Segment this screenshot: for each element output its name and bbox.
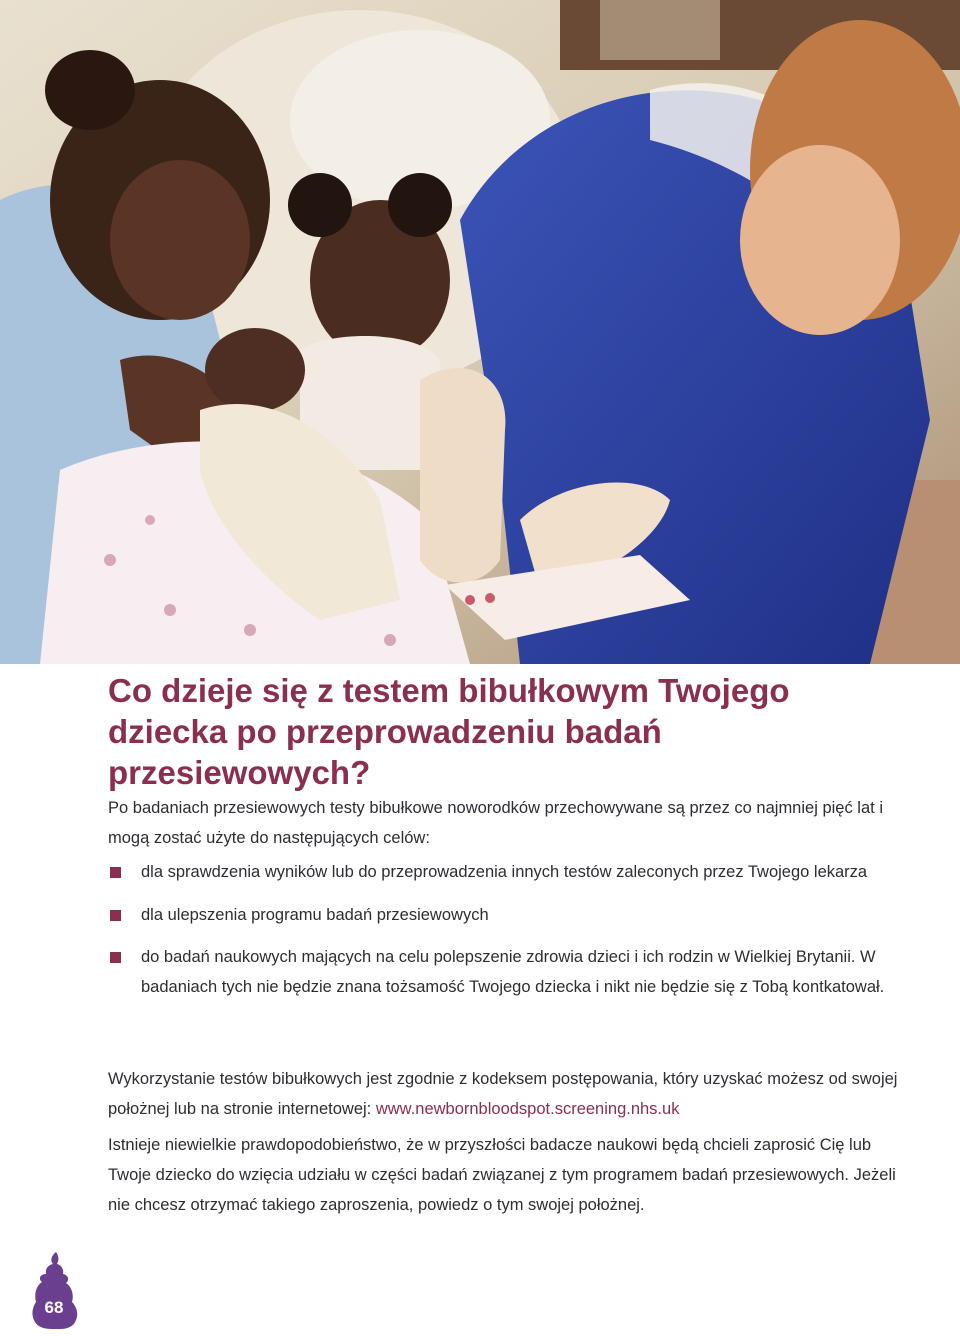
baby-silhouette-icon xyxy=(26,1250,82,1330)
list-item-text: dla ulepszenia programu badań przesiewowych xyxy=(141,906,489,924)
list-item xyxy=(108,942,908,1002)
bullet-square-icon xyxy=(110,910,121,921)
list-item-text: do badań naukowych mających na celu polepszenie zdrowia dzieci i ich rodzin w Wielkiej Brytanii. W badaniach tych nie będzie znana tożsamość Twojego dziecka i nikt nie będzie się z Tobą kontkatował. xyxy=(141,948,885,996)
hero-photo xyxy=(0,0,960,664)
purpose-list xyxy=(108,857,908,1002)
list-item xyxy=(108,857,908,887)
list-item xyxy=(108,900,908,930)
code-of-practice-paragraph xyxy=(108,1064,898,1124)
bullet-square-icon xyxy=(110,952,121,963)
section-heading: Co dzieje się z testem bibułkowym Twojego dziecka po przeprowadzeniu badań przesiewowych? xyxy=(108,672,790,791)
photo-illustration xyxy=(0,0,960,664)
invitation-paragraph: Istnieje niewielkie prawdopodobieństwo, że w przyszłości badacze naukowi będą chcieli zaprosić Cię lub Twoje dziecko do wzięcia udziału w części badań związanej z tym programem badań przesiewowych. Jeżeli nie chcesz otrzymać takiego zaproszenia, powiedz o tym swojej położnej. xyxy=(108,1136,896,1214)
screening-website-link[interactable]: www.newbornbloodspot.screening.nhs.uk xyxy=(375,1100,680,1118)
intro-paragraph: Po badaniach przesiewowych testy bibułkowe noworodków przechowywane są przez co najmniej pięć lat i mogą zostać użyte do następujących celów: xyxy=(108,799,883,847)
page-number: 68 xyxy=(44,1298,64,1317)
bullet-square-icon xyxy=(110,867,121,878)
list-item-text: dla sprawdzenia wyników lub do przeprowadzenia innych testów zaleconych przez Twojego lekarza xyxy=(141,863,868,881)
code-of-practice-text: Wykorzystanie testów bibułkowych jest zgodnie z kodeksem postępowania, który uzyskać możesz od swojej położnej lub na stronie internetowej: xyxy=(108,1070,898,1118)
